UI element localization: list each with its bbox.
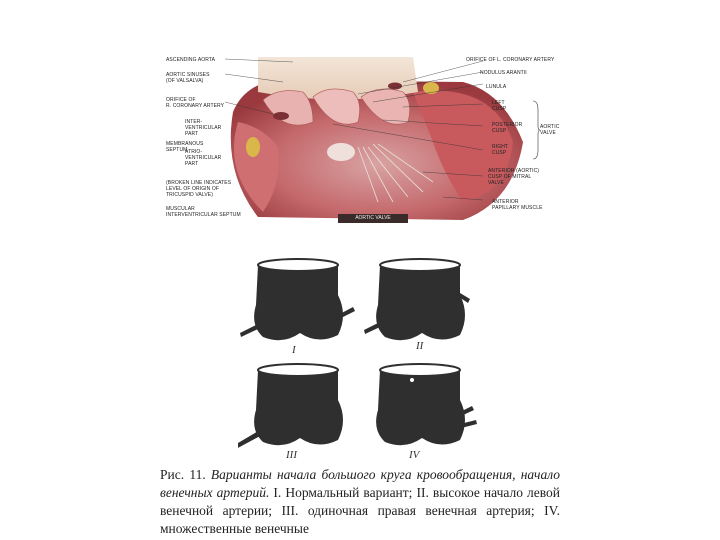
variant-iii-diagram	[238, 360, 358, 450]
variant-iii-numeral: III	[286, 449, 297, 461]
variant-iv-numeral: IV	[409, 449, 420, 461]
aortic-valve-bracket	[532, 100, 540, 160]
label-interventricular-part: INTER- VENTRICULAR PART	[185, 119, 222, 137]
label-right-cusp: RIGHT CUSP	[492, 144, 509, 156]
caption-body: I. Нормальный вариант; II. высокое начало левой венечной артерии; III. одиночная правая венечная артерия; IV. множественные венечные	[160, 485, 560, 536]
label-broken-line-note: (BROKEN LINE INDICATES LEVEL OF ORIGIN OF TRICUSPID VALVE)	[166, 180, 232, 198]
caption-fig-number: Рис. 11.	[160, 467, 206, 482]
label-aortic-sinuses: AORTIC SINUSES (OF VALSALVA)	[166, 72, 210, 84]
label-nodulus-arantii: NODULUS ARANTII	[480, 70, 527, 76]
label-anterior-papillary: ANTERIOR PAPILLARY MUSCLE	[492, 199, 543, 211]
label-posterior-cusp: POSTERIOR CUSP	[492, 122, 523, 134]
caption-italic-title: Варианты начала большого круга кровообращения, начало венечных артерий.	[160, 467, 560, 500]
label-lunula: LUNULA	[486, 84, 507, 90]
figure-caption	[160, 466, 560, 538]
label-orifice-l-coronary: ORIFICE OF L. CORONARY ARTERY	[466, 57, 555, 63]
variant-i-diagram	[238, 255, 358, 345]
variant-iv-diagram	[360, 360, 480, 450]
label-aortic-valve-bracket: AORTIC VALVE	[540, 124, 560, 136]
label-orifice-r-coronary: ORIFICE OF R. CORONARY ARTERY	[166, 97, 225, 109]
label-atrioventricular-part: ATRIO- VENTRICULAR PART	[185, 149, 222, 167]
label-ascending-aorta: ASCENDING AORTA	[166, 57, 216, 63]
variant-ii-numeral: II	[416, 340, 424, 352]
label-anterior-cusp-mitral: ANTERIOR (AORTIC) CUSP OF MITRAL VALVE	[488, 168, 540, 186]
label-membranous-septum: MEMBRANOUS SEPTUM	[166, 141, 204, 153]
variant-ii-diagram	[360, 255, 480, 345]
label-left-cusp: LEFT CUSP	[492, 100, 507, 112]
variant-i-numeral: I	[292, 344, 296, 356]
label-muscular-septum: MUSCULAR INTERVENTRICULAR SEPTUM	[166, 206, 241, 218]
aortic-valve-tag: AORTIC VALVE	[338, 214, 408, 223]
